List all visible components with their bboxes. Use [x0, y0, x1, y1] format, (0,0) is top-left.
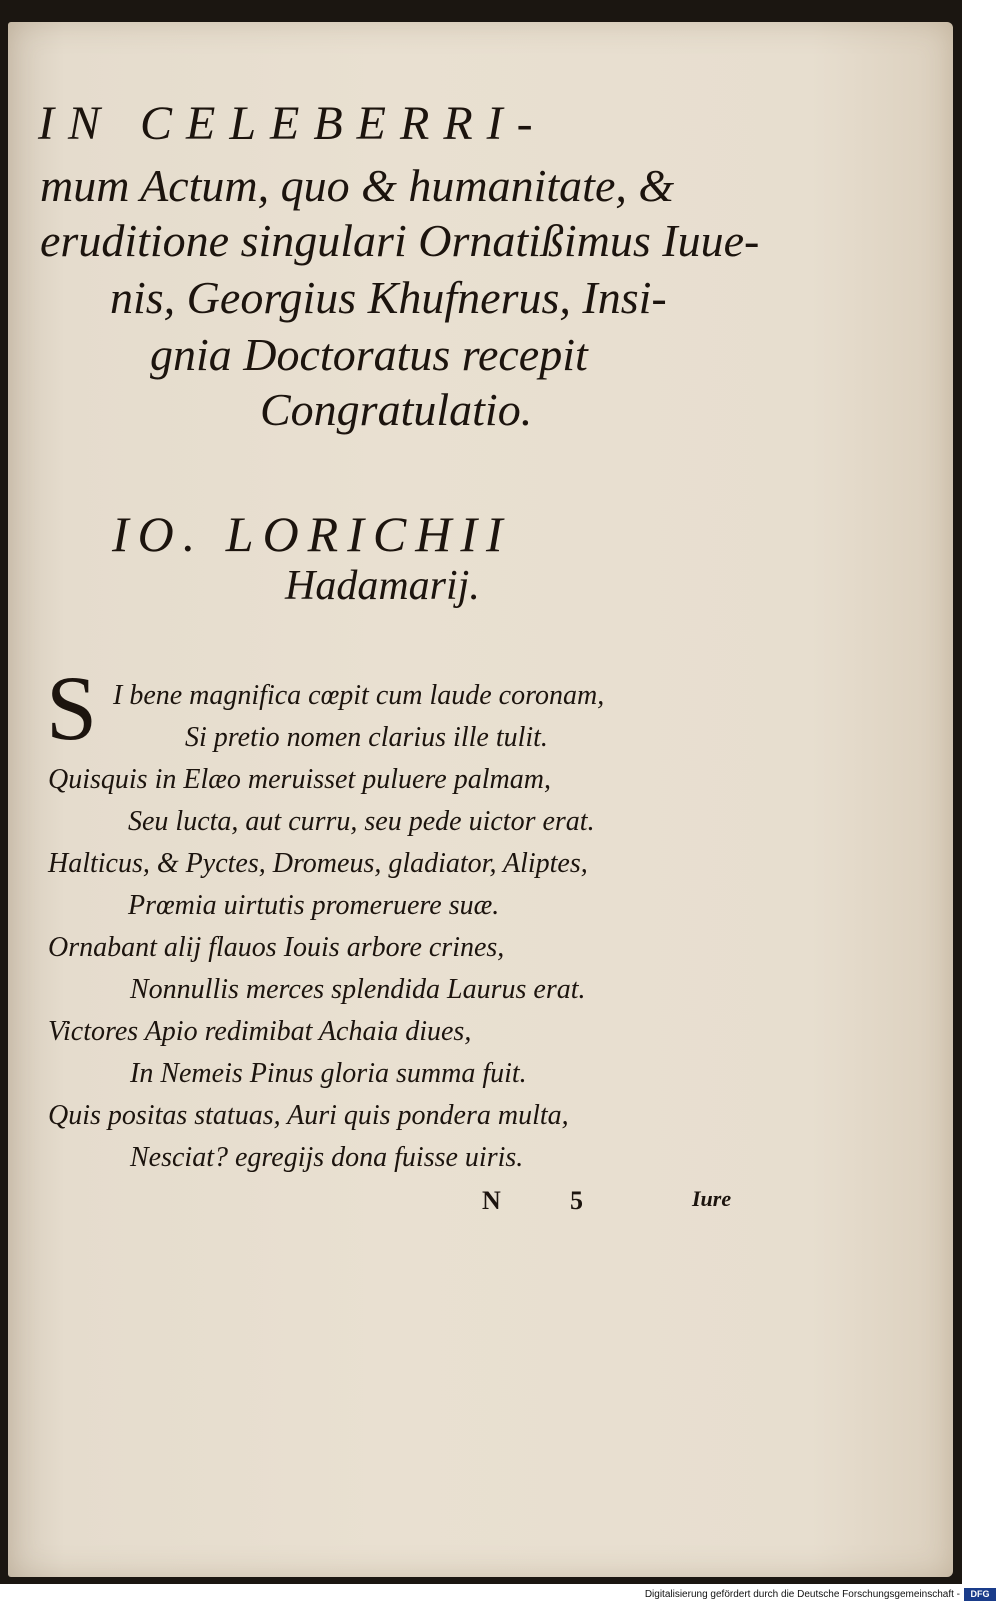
verse-line: Nesciat? egregijs dona fuisse uiris.: [130, 1142, 524, 1173]
title-line: IN CELEBERRI-: [38, 97, 547, 150]
digitization-credit: Digitalisierung gefördert durch die Deutsche Forschungsgemeinschaft -: [644, 1589, 960, 1600]
verse-line: I bene magnifica cœpit cum laude coronam,: [113, 680, 605, 711]
title-line: mum Actum, quo & humanitate, &: [40, 160, 675, 211]
signature-number: 5: [570, 1186, 583, 1215]
title-line: eruditione singulari Ornatißimus Iuue-: [40, 215, 760, 266]
verse-line: Victores Apio redimibat Achaia diues,: [48, 1016, 472, 1047]
author-name: IO. LORICHII: [112, 506, 512, 562]
verse-line: Ornabant alij flauos Iouis arbore crines,: [48, 932, 505, 963]
title-line: Congratulatio.: [260, 384, 533, 435]
title-line: gnia Doctoratus recepit: [150, 329, 588, 380]
author-origin: Hadamarij.: [285, 563, 480, 609]
verse-line: Seu lucta, aut curru, seu pede uictor erat.: [128, 806, 595, 837]
title-line: nis, Georgius Khufnerus, Insi-: [110, 272, 667, 323]
verse-line: Nonnullis merces splendida Laurus erat.: [130, 974, 586, 1005]
verse-line: In Nemeis Pinus gloria summa fuit.: [130, 1058, 527, 1089]
drop-cap: S: [46, 657, 98, 759]
signature-mark: N: [482, 1186, 501, 1215]
catchword: Iure: [692, 1186, 732, 1211]
verse-line: Si pretio nomen clarius ille tulit.: [185, 722, 548, 753]
dfg-logo: DFG: [964, 1588, 996, 1601]
verse-line: Prœmia uirtutis promeruere suæ.: [128, 890, 500, 921]
verse-line: Quis positas statuas, Auri quis pondera multa,: [48, 1100, 569, 1131]
verse-line: Halticus, & Pyctes, Dromeus, gladiator, Aliptes,: [48, 848, 588, 879]
verse-line: Quisquis in Elæo meruisset puluere palmam,: [48, 764, 551, 795]
